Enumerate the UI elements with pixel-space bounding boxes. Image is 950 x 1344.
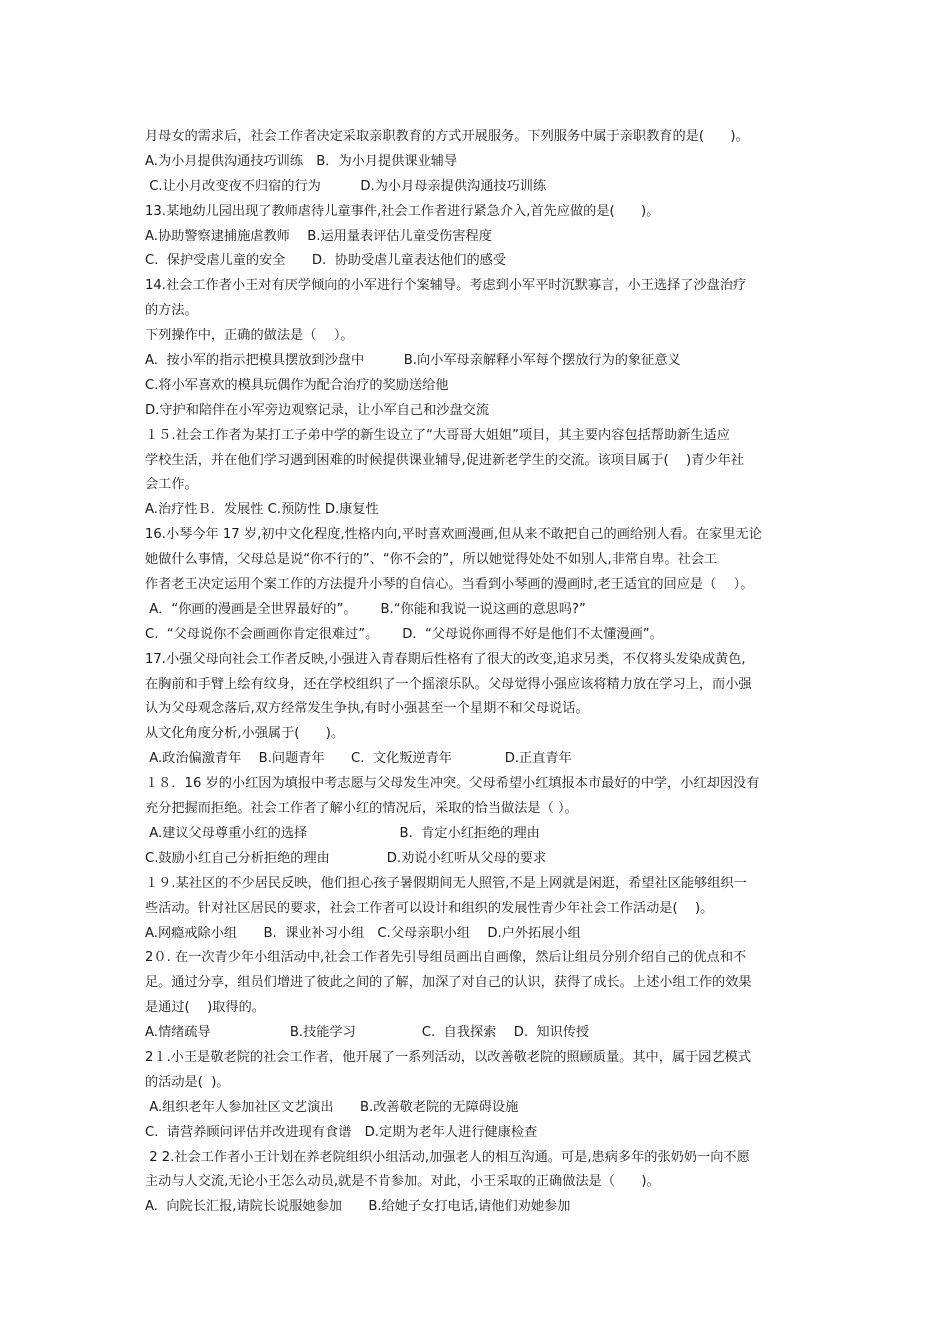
- text-line: １５.社会工作者为某打工子弟中学的新生设立了“大哥哥大姐姐”项目，其主要内容包括帮助新生适应: [145, 427, 730, 443]
- text-line: 2０. 在一次青少年小组活动中,社会工作者先引导组员画出自画像，然后让组员分别介绍自己的优点和不: [145, 950, 747, 966]
- text-line: 的活动是( )。: [145, 1074, 230, 1090]
- text-line: 作者老王决定运用个案工作的方法提升小琴的自信心。当看到小琴画的漫画时,老王适宜的回应是（ ）。: [145, 577, 754, 593]
- text-line: 14.社会工作者小王对有厌学倾向的小军进行个案辅导。考虑到小军平时沉默寡言，小王选择了沙盘治疗: [145, 278, 747, 294]
- text-line: C. 保护受虐儿童的安全 D. 协助受虐儿童表达他们的感受: [145, 253, 507, 269]
- text-line: 下列操作中，正确的做法是（ ）。: [145, 328, 354, 344]
- text-line: 学校生活，并在他们学习遇到困难的时候提供课业辅导,促进新老学生的交流。该项目属于( )青少年社: [145, 452, 744, 468]
- text-line: 在胸前和手臂上绘有纹身，还在学校组织了一个摇滚乐队。父母觉得小强应该将精力放在学习上，而小强: [145, 676, 752, 692]
- text-line: 些活动。针对社区居民的要求，社会工作者可以设计和组织的发展性青少年社会工作活动是( )。: [145, 900, 714, 916]
- text-line: 足。通过分享，组员们增进了彼此之间的了解，加深了对自己的认识，获得了成长。上述小组工作的效果: [145, 975, 752, 991]
- text-line: A．“你画的漫画是全世界最好的”。 B.“你能和我说一说这画的意思吗?”: [145, 601, 586, 617]
- text-line: 她做什么事情，父母总是说“你不行的”、“你不会的”，所以她觉得处处不如别人,非常自卑。社会工: [145, 552, 718, 568]
- text-line: 从文化角度分析,小强属于( )。: [145, 726, 345, 742]
- text-line: A.治疗性Ｂ．发展性 C.预防性 D.康复性: [145, 502, 379, 518]
- text-line: 17.小强父母向社会工作者反映,小强进入青春期后性格有了很大的改变,追求另类，不仅将头发染成黄色,: [145, 651, 746, 667]
- document-body: [145, 125, 813, 1220]
- text-line: 16.小琴今年 17 岁,初中文化程度,性格内向,平时喜欢画漫画,但从来不敢把自己的画给别人看。在家里无论: [145, 527, 762, 543]
- text-line: C.鼓励小红自己分析拒绝的理由 D.劝说小红听从父母的要求: [145, 850, 547, 866]
- text-line: A.组织老年人参加社区文艺演出 B.改善敬老院的无障碍设施: [145, 1099, 519, 1115]
- text-line: 是通过( )取得的。: [145, 1000, 265, 1016]
- text-line: A.网瘾戒除小组 B. 课业补习小组 C.父母亲职小组 D.户外拓展小组: [145, 925, 581, 941]
- text-line: 13.某地幼儿园出现了教师虐待儿童事件,社会工作者进行紧急介入,首先应做的是( )。: [145, 203, 660, 219]
- text-line: A.政治偏激青年 B.问题青年 C. 文化叛逆青年 D.正直青年: [145, 751, 572, 767]
- text-line: 的方法。: [145, 303, 198, 319]
- text-line: A. 向院长汇报,请院长说服她参加 B.给她子女打电话,请他们劝她参加: [145, 1199, 571, 1215]
- text-line: 认为父母观念落后,双方经常发生争执,有时小强甚至一个星期不和父母说话。: [145, 701, 589, 717]
- text-line: A.协助警察逮捕施虐教师 B.运用量表评估儿童受伤害程度: [145, 228, 492, 244]
- text-line: D.守护和陪伴在小军旁边观察记录，让小军自己和沙盘交流: [145, 402, 490, 418]
- text-line: A.为小月提供沟通技巧训练 B．为小月提供课业辅导: [145, 153, 458, 169]
- text-line: A. 按小军的指示把模具摆放到沙盘中 B.向小军母亲解释小军每个摆放行为的象征意义: [145, 353, 681, 369]
- text-line: １９.某社区的不少居民反映，他们担心孩子暑假期间无人照管,不是上网就是闲逛，希望社区能够组织一: [145, 875, 747, 891]
- text-line: C.让小月改变夜不归宿的行为 D.为小月母亲提供沟通技巧训练: [145, 178, 547, 194]
- text-line: １８．16 岁的小红因为填报中考志愿与父母发生冲突。父母希望小红填报本市最好的中学，小红却因没有: [145, 776, 760, 792]
- text-line: 主动与人交流,无论小王怎么动员,就是不肯参加。对此，小王采取的正确做法是（ )。: [145, 1174, 660, 1190]
- text-line: 充分把握而拒绝。社会工作者了解小红的情况后，采取的恰当做法是（ ）。: [145, 801, 578, 817]
- text-line: C.将小军喜欢的模具玩偶作为配合治疗的奖励送给他: [145, 377, 449, 393]
- text-line: 会工作。: [145, 477, 198, 493]
- text-line: 2１.小王是敬老院的社会工作者，他开展了一系列活动，以改善敬老院的照顾质量。其中，属于园艺模式: [145, 1049, 752, 1065]
- text-line: 2 2.社会工作者小王计划在养老院组织小组活动,加强老人的相互沟通。可是,患病多年的张奶奶一向不愿: [145, 1149, 750, 1165]
- text-line: A.情绪疏导 B.技能学习 C. 自我探索 D. 知识传授: [145, 1025, 590, 1041]
- text-line: C. 请营养顾问评估并改进现有食谱 D.定期为老年人进行健康检查: [145, 1124, 538, 1140]
- text-line: 月母女的需求后，社会工作者决定采取亲职教育的方式开展服务。下列服务中属于亲职教育的是( )。: [145, 129, 749, 144]
- text-line: C. “父母说你不会画画你肯定很难过”。 D. “父母说你画得不好是他们不太懂漫画”。: [145, 626, 663, 642]
- text-line: A.建议父母尊重小红的选择 B. 肯定小红拒绝的理由: [145, 825, 540, 841]
